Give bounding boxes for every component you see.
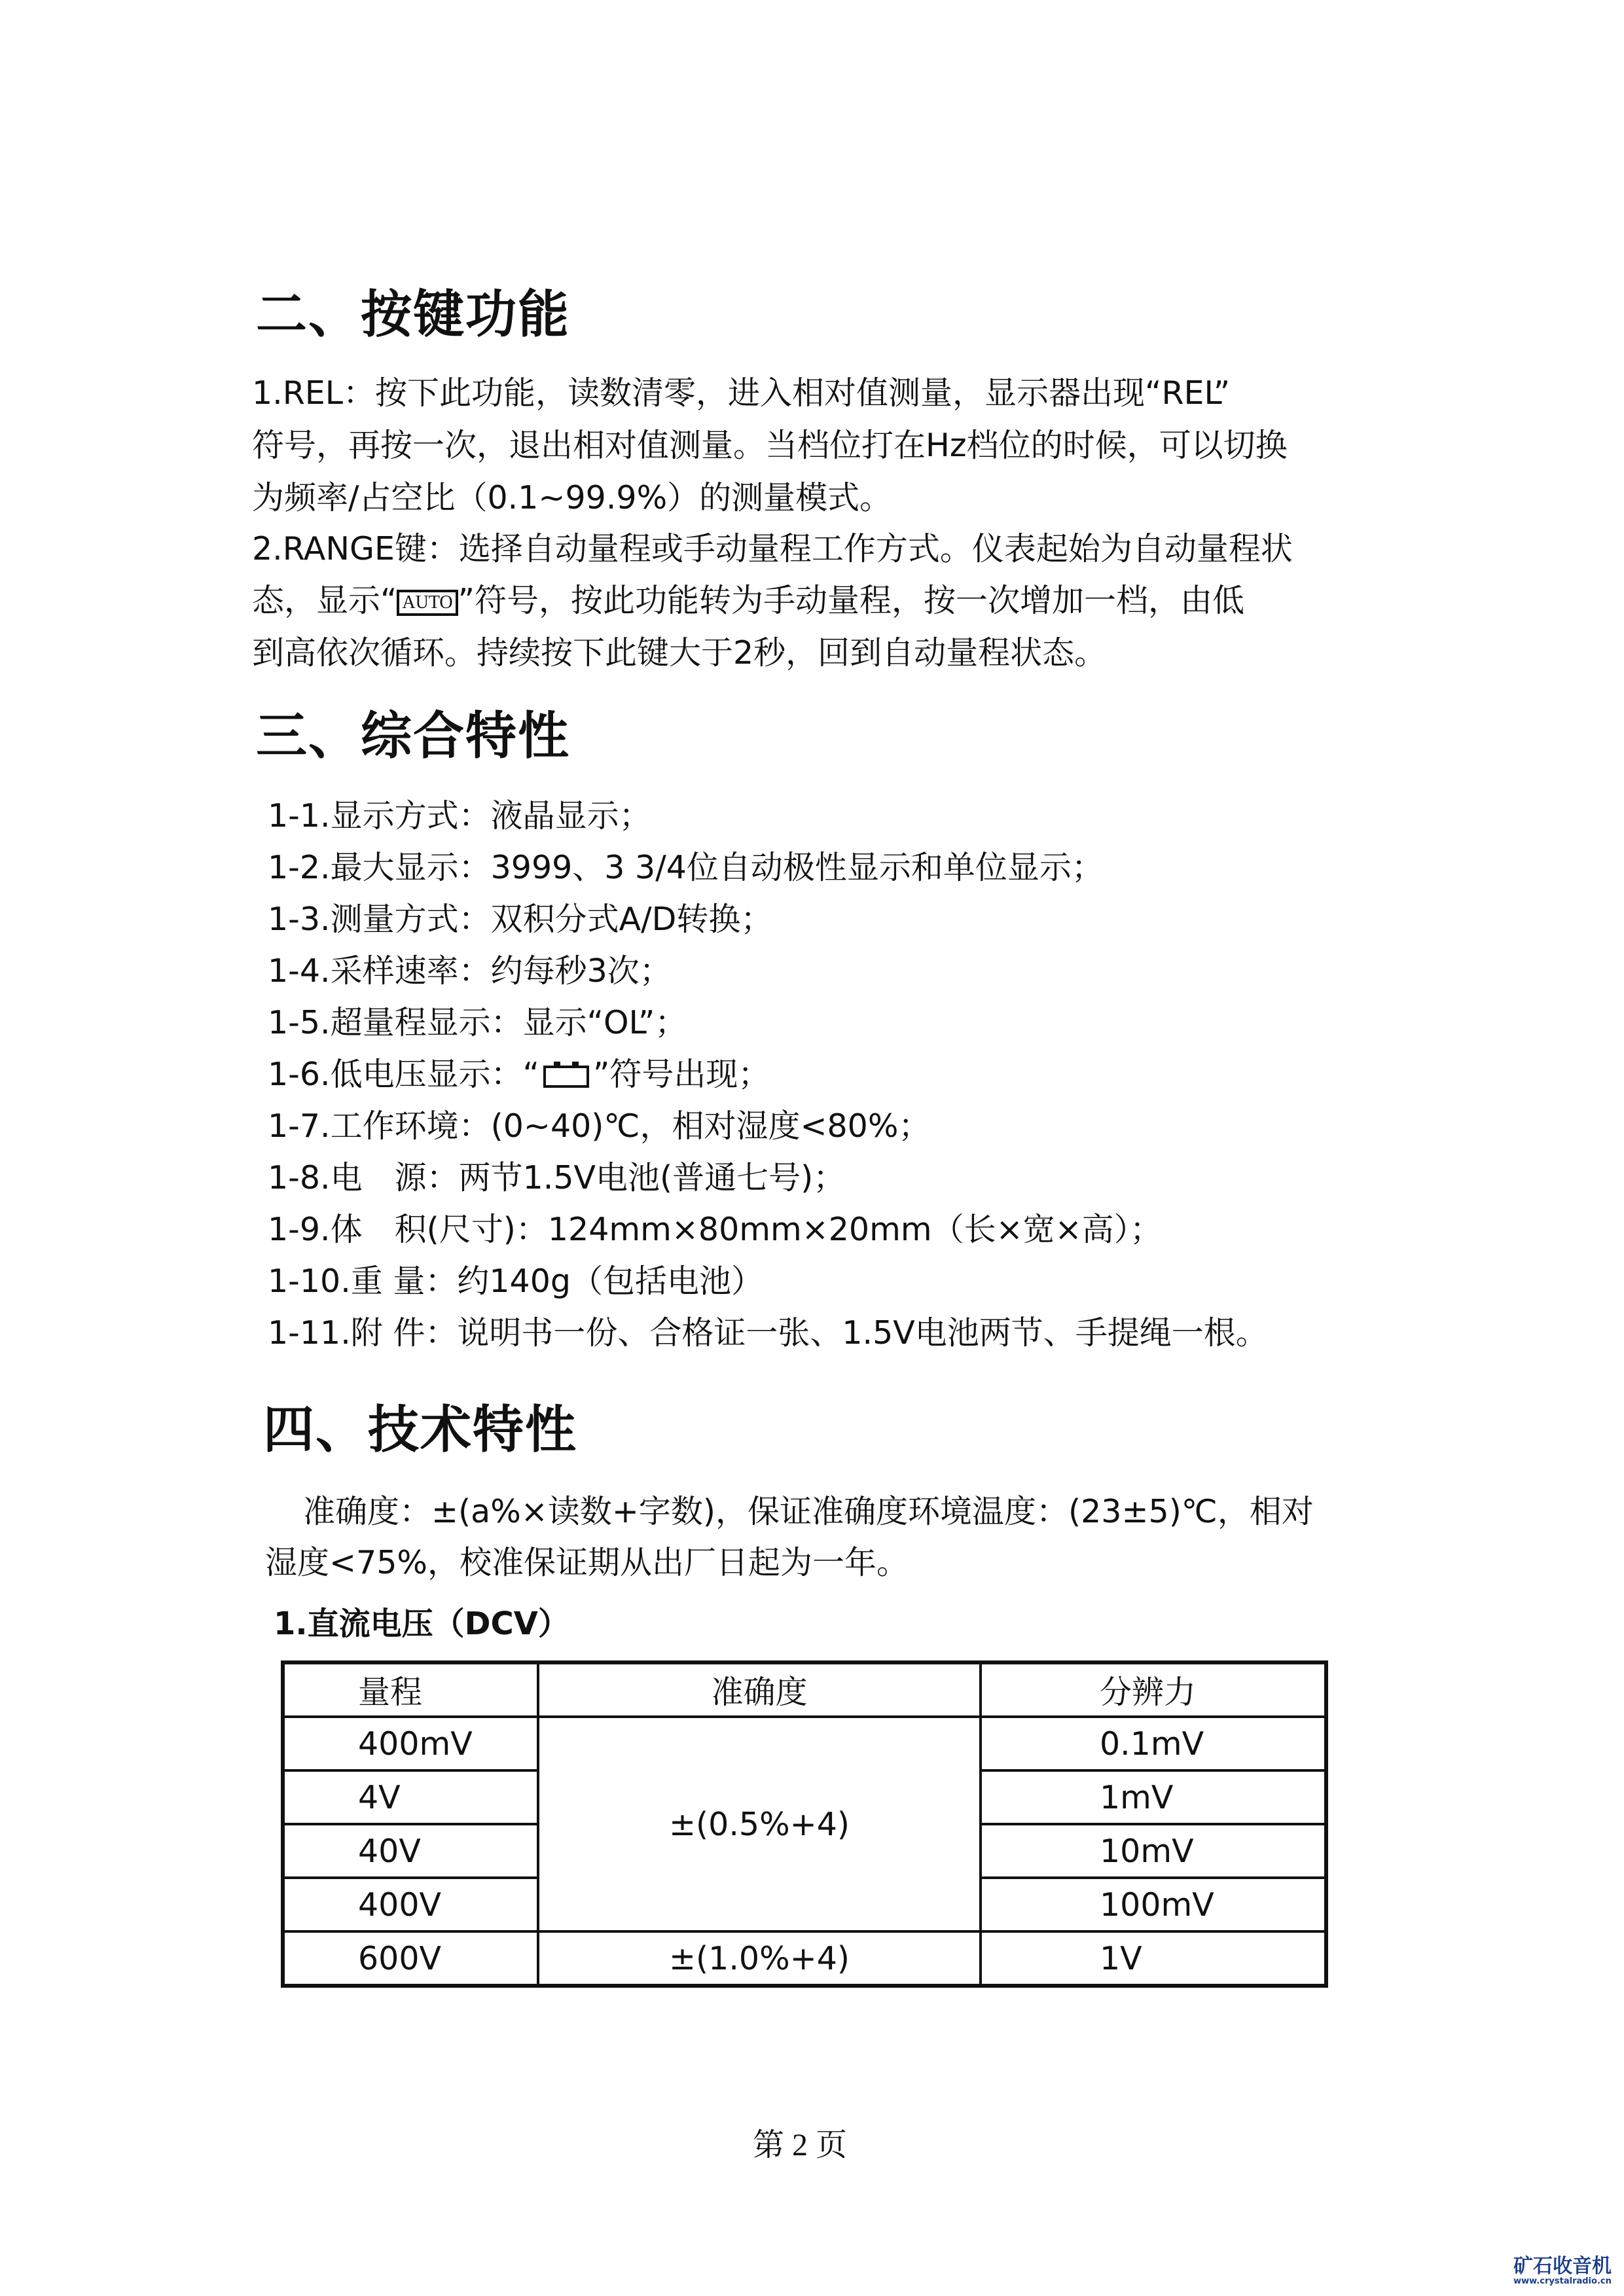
list-item: 1-11.附 件：说明书一份、合格证一张、1.5V电池两节、手提绳一根。: [268, 1314, 1268, 1352]
text-line: 1.REL：按下此功能，读数清零，进入相对值测量，显示器出现“REL”: [252, 374, 1231, 412]
cell-resolution: 0.1mV: [981, 1717, 1326, 1770]
section-2-title: 二、按键功能: [256, 285, 571, 344]
text-segment: ”符号，按此功能转为手动量程，按一次增加一档，由低: [458, 582, 1245, 619]
text-segment: 态，显示“: [252, 582, 397, 619]
list-item: 1-3.测量方式：双积分式A/D转换；: [268, 901, 773, 938]
cell-accuracy: ±(0.5%+4): [538, 1717, 981, 1931]
text-line: 2.RANGE键：选择自动量程或手动量程工作方式。仪表起始为自动量程状: [252, 530, 1293, 567]
cell-resolution: 100mV: [981, 1878, 1326, 1931]
text-line: 湿度<75%，校准保证期从出厂日起为一年。: [265, 1544, 909, 1581]
cell-resolution: 1V: [981, 1931, 1326, 1986]
cell-resolution: 1mV: [981, 1770, 1326, 1824]
text-segment: ”符号出现；: [593, 1056, 770, 1093]
header-accuracy: 准确度: [538, 1662, 981, 1717]
cell-range: 600V: [283, 1931, 538, 1986]
text-line: 为频率/占空比（0.1~99.9%）的测量模式。: [252, 479, 892, 516]
list-item: 1-5.超量程显示：显示“OL”；: [268, 1004, 687, 1041]
list-item: 1-10.重 量：约140g（包括电池）: [268, 1263, 763, 1300]
text-line: [252, 584, 1244, 617]
dcv-table: [281, 1660, 1328, 1988]
text-line: 到高依次循环。持续按下此键大于2秒，回到自动量程状态。: [252, 634, 1107, 672]
header-range: 量程: [283, 1662, 538, 1717]
list-item: 1-1.显示方式：液晶显示；: [268, 797, 651, 834]
list-item: 1-8.电 源：两节1.5V电池(普通七号)；: [268, 1159, 846, 1196]
list-item: 1-2.最大显示：3999、3 3/4位自动极性显示和单位显示；: [268, 849, 1104, 886]
logo-name: 矿石收音机: [1513, 2255, 1612, 2278]
text-segment: 1-6.低电压显示：“: [268, 1056, 539, 1093]
list-item: [268, 1056, 770, 1093]
section-4-title: 四、技术特性: [263, 1401, 578, 1460]
cell-accuracy: ±(1.0%+4): [538, 1931, 981, 1986]
cell-range: 4V: [283, 1770, 538, 1824]
list-item: 1-7.工作环境：(0~40)℃，相对湿度<80%；: [268, 1107, 931, 1145]
site-logo: [1513, 2257, 1612, 2287]
low-battery-icon: [543, 1066, 589, 1088]
list-item: 1-9.体 积(尺寸)：124mm×80mm×20mm（长×宽×高）；: [268, 1211, 1163, 1248]
cell-resolution: 10mV: [981, 1824, 1326, 1878]
table-row: [283, 1931, 1326, 1986]
cell-range: 40V: [283, 1824, 538, 1878]
dcv-subtitle: 1.直流电压（DCV）: [274, 1605, 569, 1642]
section-3-title: 三、综合特性: [256, 707, 571, 766]
text-line: 符号，再按一次，退出相对值测量。当档位打在Hz档位的时候，可以切换: [252, 427, 1288, 464]
auto-range-icon: AUTO: [397, 590, 458, 616]
table-header-row: [283, 1662, 1326, 1717]
page-number: 第 2 页: [753, 2128, 848, 2162]
text-line: 准确度：±(a%×读数+字数)，保证准确度环境温度：(23±5)℃，相对: [303, 1493, 1314, 1530]
list-item: 1-4.采样速率：约每秒3次；: [268, 952, 672, 990]
cell-range: 400V: [283, 1878, 538, 1931]
logo-url: www.crystalradio.cn: [1513, 2276, 1612, 2286]
cell-range: 400mV: [283, 1717, 538, 1770]
header-resolution: 分辨力: [981, 1662, 1326, 1717]
table-row: [283, 1717, 1326, 1770]
